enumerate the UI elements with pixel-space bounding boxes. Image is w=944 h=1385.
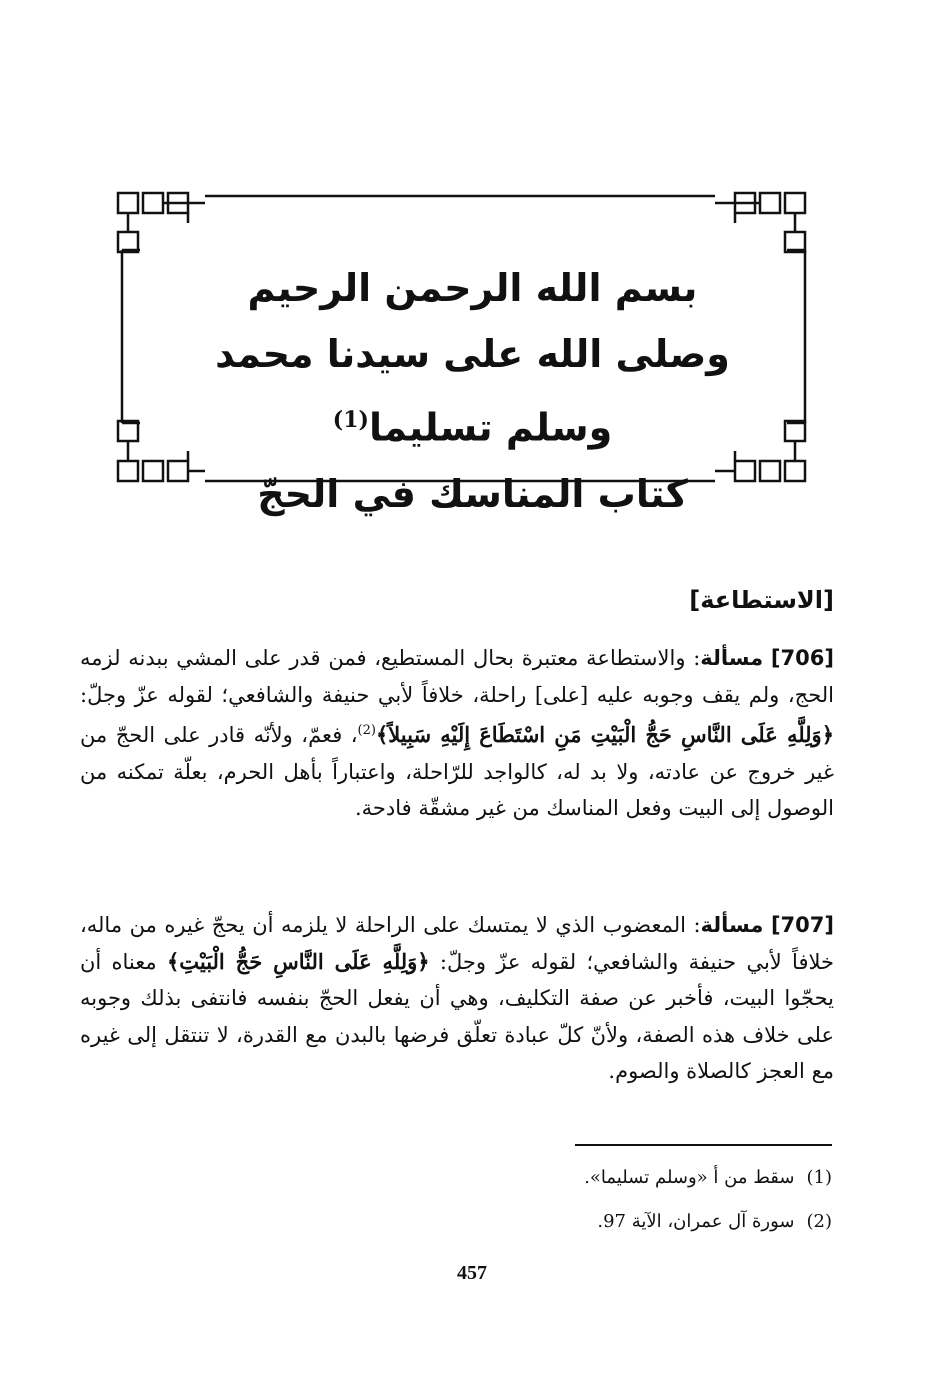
paragraph-text: : المعضوب الذي لا يمتسك على الراحلة لا يلزمه أن يحجّ غيره من ماله، خلافاً لأبي حنيفة والشافعي؛ لقوله عزّ وجلّ: xyxy=(80,913,834,974)
salutation-line xyxy=(200,321,745,461)
footnote-item xyxy=(132,1200,832,1244)
quran-verse: ﴿وَلِلَّهِ عَلَى النَّاسِ حَجُّ الْبَيْتِ﴾ xyxy=(166,948,430,974)
footnote-divider xyxy=(575,1144,832,1146)
footnotes xyxy=(132,1156,832,1244)
footnote-text: سورة آل عمران، الآية 97. xyxy=(597,1211,795,1232)
issue-number: [707] xyxy=(770,913,834,937)
quran-verse: ﴿وَلِلَّهِ عَلَى النَّاسِ حَجُّ الْبَيْتِ مَنِ اسْتَطَاعَ إِلَيْهِ سَبِيلاً﴾ xyxy=(375,722,834,747)
footnote-text: سقط من أ «وسلم تسليما». xyxy=(584,1167,795,1188)
page-number: 457 xyxy=(457,1262,487,1284)
section-heading: [الاستطاعة] xyxy=(689,586,834,614)
header-title-block xyxy=(200,255,745,527)
paragraph-text-continued: ، فعمّ، ولأنّه قادر على الحجّ من غير خروج عن عادته، ولا بد له، كالواجد للرّاحلة، واعتباراً بأهل الحرم، بعلّة تمكنه من الوصول إلى البيت وفعل المناسك من غير مشقّة فادحة. xyxy=(80,723,834,820)
footnote-marker: (2) xyxy=(806,1211,832,1232)
salutation-text: وصلى الله على سيدنا محمد وسلم تسليما xyxy=(215,332,730,450)
footnote-item xyxy=(132,1156,832,1200)
paragraph-text-continued: معناه أن يحجّوا البيت، فأخبر عن صفة التكليف، وهي أن يفعل الحجّ بنفسه فانتفى بذلك وجوبه على خلاف هذه الصفة، ولأنّ كلّ عبادة تعلّق فرضها بالبدن مع القدرة، لا تنتقل إلى غيره مع العجز كالصلاة والصوم. xyxy=(80,949,834,1083)
issue-label: مسألة xyxy=(700,646,764,670)
basmala-line: بسم الله الرحمن الرحيم xyxy=(247,266,698,310)
paragraph-706 xyxy=(80,640,834,827)
paragraph-text: : والاستطاعة معتبرة بحال المستطيع، فمن قدر على المشي ببدنه لزمه الحج، ولم يقف وجوبه عليه [على] راحلة، خلافاً لأبي حنيفة والشافعي؛ لقوله عزّ وجلّ: xyxy=(80,646,834,707)
footnote-ref-1: (1) xyxy=(332,407,369,433)
footnote-ref-2: (2) xyxy=(357,723,376,738)
paragraph-707 xyxy=(80,907,834,1090)
issue-label: مسألة xyxy=(700,913,764,937)
footnote-marker: (1) xyxy=(806,1167,832,1188)
book-title: كتاب المناسك في الحجّ xyxy=(257,471,688,516)
issue-number: [706] xyxy=(770,646,834,670)
